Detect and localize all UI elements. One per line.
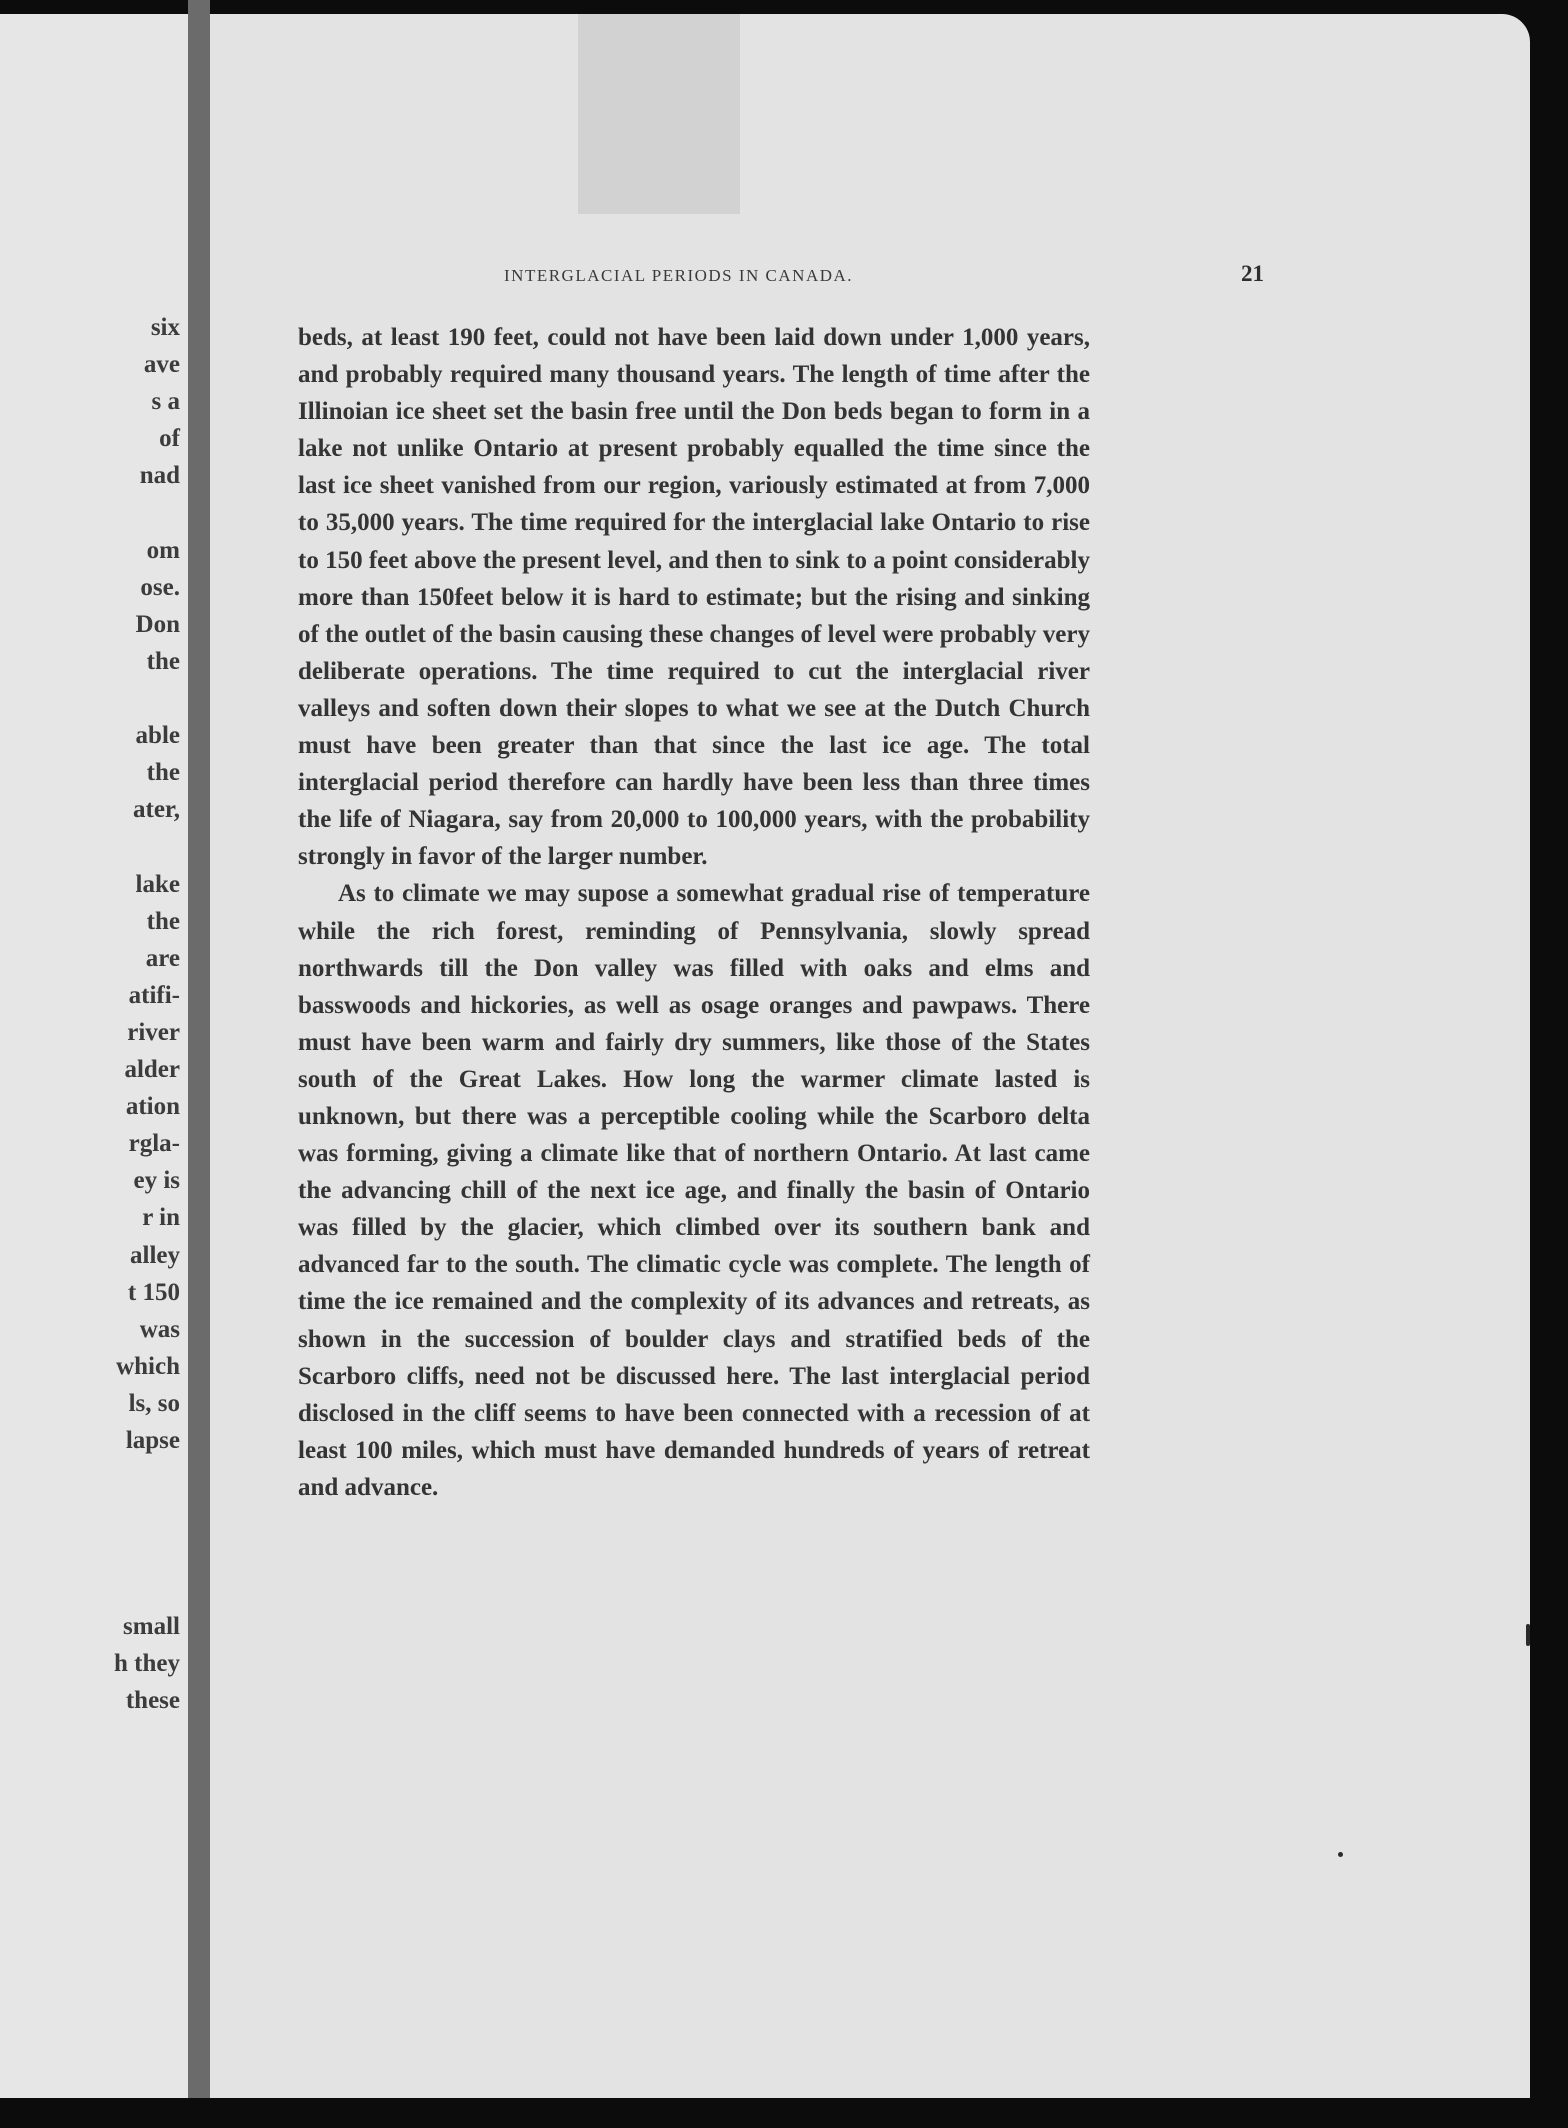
facing-page-line: the [146,759,180,787]
page-number: 21 [1241,261,1264,286]
facing-page-line: the [146,647,180,675]
running-title: INTERGLACIAL PERIODS IN CANADA. [504,266,854,285]
paragraph-2: As to climate we may supose a somewhat gradual rise of temperature while the rich forest, reminding of Pennsylvania, slowly spread northwards till the Don valley was filled with oaks and elms and basswoods and hickories, as well as osage oranges and pawpaws. There must have been warm and fairly dry summers, like those of the States south of the Great Lakes. How long the warmer climate lasted is unknown, but there was a perceptible cooling while the Scarboro delta was forming, giving a climate like that of northern Ontario. At last came the advancing chill of the next ice age, and finally the basin of Ontario was filled by the glacier, which climbed over its southern bank and advanced far to the south. The climatic cycle was complete. The length of time the ice remained and the complexity of its advances and retreats, as shown in the succession of boulder clays and stratified beds of the Scarboro cliffs, need not be discussed here. The last interglacial period disclosed in the cliff seems to have been connected with a recession of at least 100 miles, which must have demanded hundreds of years of retreat and advance. [298,880,1090,1501]
facing-page-line: able [135,722,180,750]
facing-page-line: alder [124,1056,180,1083]
page-header [504,261,1264,302]
facing-page-line: the [146,907,180,935]
facing-page-line: ose. [140,573,180,601]
facing-page-line: these [125,1686,180,1714]
facing-page-line: of [159,425,180,453]
dust-speck [1526,1624,1530,1646]
body-text [298,319,1090,1506]
facing-page [0,14,188,2098]
scan-bottom-edge [0,2098,1568,2128]
facing-page-line: six [150,314,180,341]
facing-page-line: atifi- [128,981,180,1009]
dust-speck [1338,1852,1343,1857]
page [210,14,1530,2110]
paragraph-1: beds, at least 190 feet, could not have been laid down under 1,000 years, and probably required many thousand years. The length of time after the Illinoian ice sheet set the basin free until the Don beds began to form in a lake not unlike Ontario at present probably equalled the time since the last ice sheet vanished from our region, variously estimated at from 7,000 to 35,000 years. The time required for the interglacial lake Ontario to rise to 150 feet above the present level, and then to sink to a point considerably more than 150feet below it is hard to estimate; but the rising and sinking of the outlet of the basin causing these changes of level were probably very deliberate operations. The time required to cut the interglacial river valleys and soften down their slopes to what we see at the Dutch Church must have been greater than that since the last ice age. The total interglacial period therefore can hardly have been less than three times the life of Niagara, say from 20,000 to 100,000 years, with the probability strongly in favor of the larger number. [298,324,1090,871]
facing-page-line: r in [142,1204,180,1232]
facing-page-line: ls, so [128,1389,180,1417]
book-gutter [188,0,210,2128]
paper-tab-shadow [578,14,740,214]
facing-page-line: alley [130,1241,180,1269]
facing-page-line: are [145,944,180,972]
facing-page-line: small [123,1612,180,1640]
facing-page-line: was [139,1315,180,1343]
facing-page-line: ave [143,351,180,379]
facing-page-line: which [116,1352,180,1380]
facing-page-line: t 150 [127,1278,180,1306]
facing-page-line: ation [125,1093,180,1121]
facing-page-line: ey is [133,1167,180,1195]
facing-page-line: nad [139,462,180,490]
facing-page-line: river [127,1018,180,1046]
facing-page-line: h they [114,1649,180,1677]
facing-page-line: om [146,536,180,564]
facing-page-line: lake [135,870,180,898]
facing-page-line: Don [135,610,180,638]
facing-page-line: rgla- [128,1130,180,1158]
facing-page-line: s a [151,388,180,416]
facing-page-line: ater, [133,796,180,824]
facing-page-line: lapse [125,1427,180,1454]
